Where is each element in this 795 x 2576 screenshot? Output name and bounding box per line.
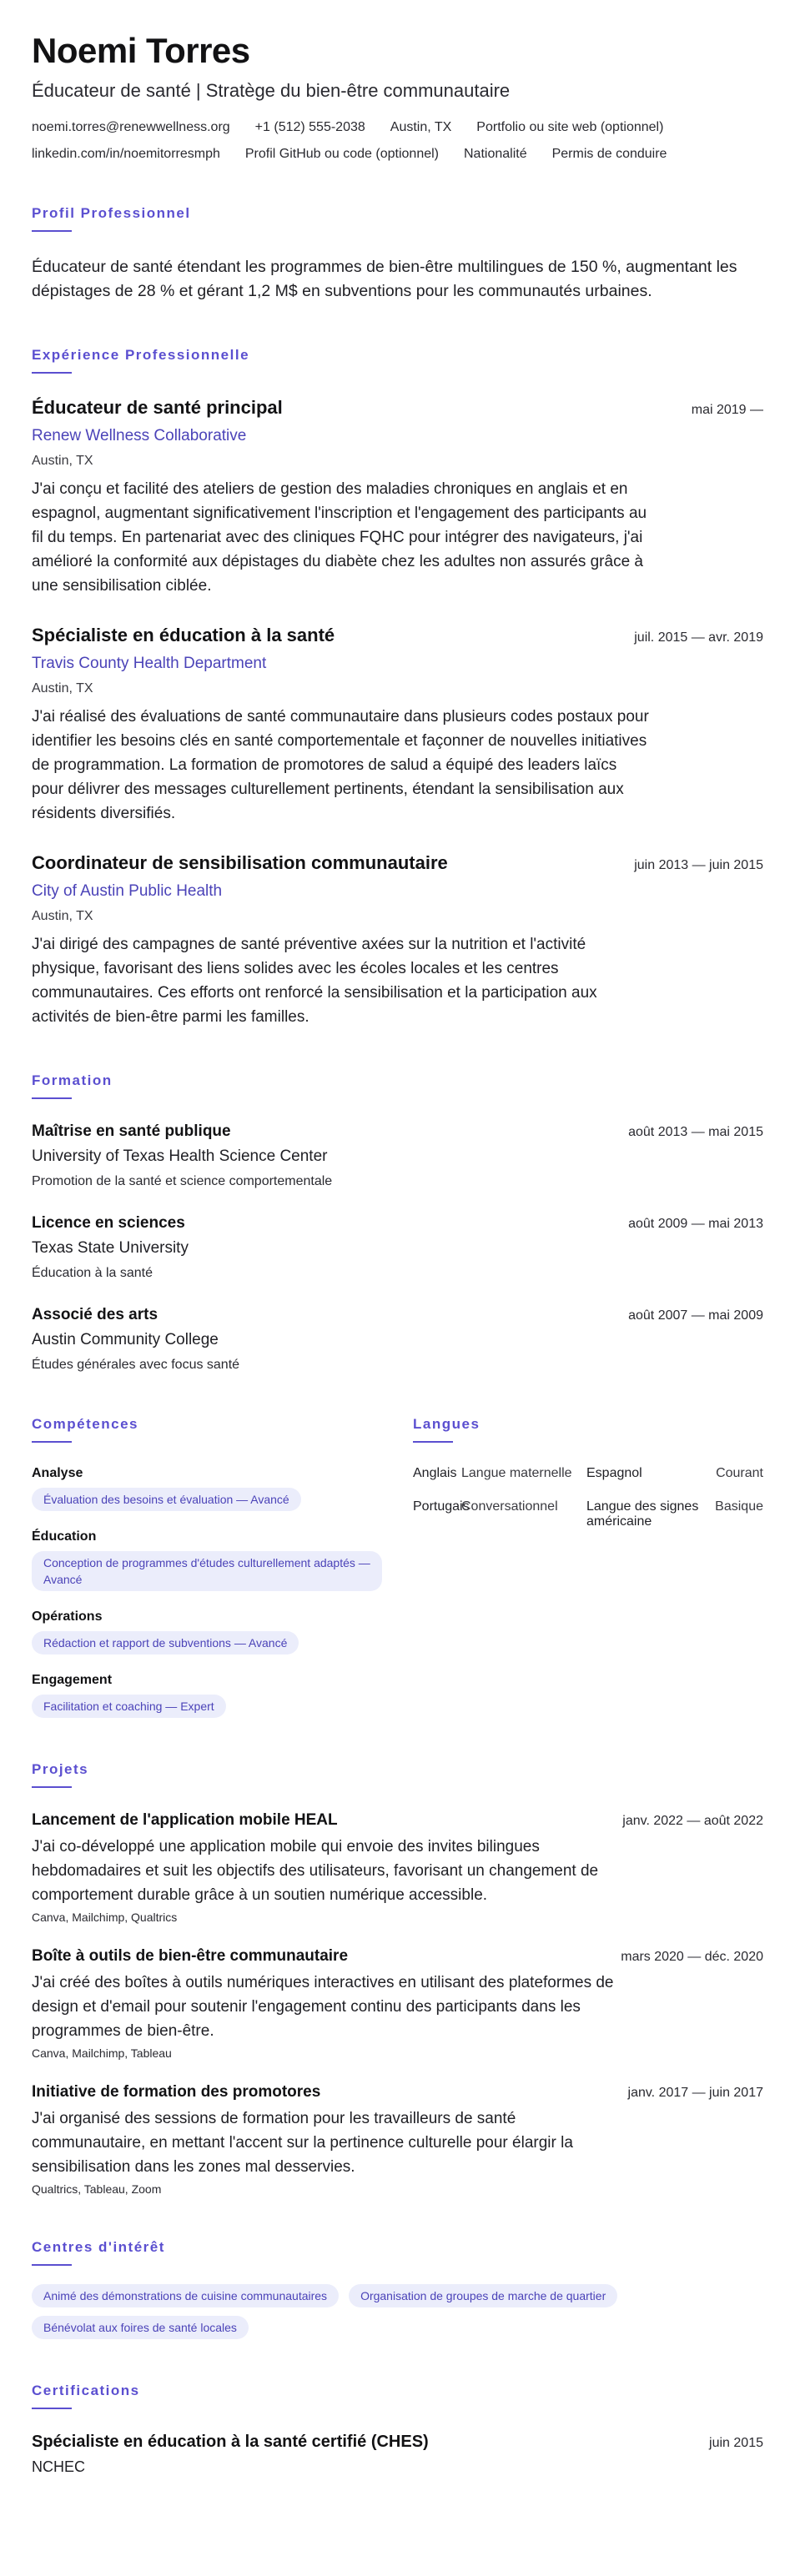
experience-entry (32, 625, 763, 826)
project-entry (32, 2083, 763, 2196)
contact-license: Permis de conduire (551, 147, 667, 162)
job-location: Austin, TX (32, 454, 93, 469)
certification-issuer: NCHEC (32, 2458, 86, 2476)
language-level: Conversationnel (461, 1499, 558, 1514)
degree-title: Maîtrise en santé publique (32, 1122, 231, 1141)
education-note: Promotion de la santé et science comportementale (32, 1174, 333, 1189)
section-title: Certifications (32, 2383, 140, 2399)
education-note: Éducation à la santé (32, 1266, 153, 1281)
job-description: J'ai réalisé des évaluations de santé communautaire dans plusieurs codes postaux pour identifier les besoins clés en santé comportementale et façonner de nouvelles initiatives de programmation. La formation de promotores de salud a équipé des leaders laïcs pour délivrer des messages culturellement pertinents, étendant la sensibilisation aux résidents diversifiés. (32, 708, 649, 823)
education-dates: août 2013 — mai 2015 (628, 1125, 763, 1140)
section-divider (32, 372, 72, 374)
contact-email[interactable]: noemi.torres@renewwellness.org (32, 120, 230, 135)
project-tools: Canva, Mailchimp, Tableau (32, 2046, 172, 2061)
section-title: Expérience Professionnelle (32, 347, 250, 364)
skill-category: Engagement (32, 1673, 113, 1688)
education-entry (32, 1306, 763, 1373)
section-title: Formation (32, 1072, 113, 1089)
section-divider (413, 1441, 453, 1443)
language-name: Espagnol (586, 1466, 642, 1481)
project-description: J'ai organisé des sessions de formation pour les travailleurs de santé communautaire, en mettant l'accent sur la pertinence culturelle pour élargir la sensibilisation dans les zones mal desservies. (32, 2110, 573, 2177)
project-tools: Qualtrics, Tableau, Zoom (32, 2182, 162, 2197)
language-level: Courant (716, 1466, 763, 1481)
profile-summary: Éducateur de santé étendant les programmes de bien-être multilingues de 150 %, augmentant les dépistages de 28 % et gérant 1,2 M$ en subventions pour les communautés urbaines. (32, 258, 737, 301)
certification-date: juin 2015 (709, 2436, 763, 2451)
employer-name: Renew Wellness Collaborative (32, 427, 247, 445)
project-dates: janv. 2022 — août 2022 (622, 1814, 763, 1829)
experience-entry (32, 852, 763, 1029)
skill-category: Éducation (32, 1529, 97, 1544)
job-dates: juin 2013 — juin 2015 (634, 858, 763, 873)
skills-languages-row (32, 1416, 763, 1718)
skill-chip: Évaluation des besoins et évaluation — Avancé (32, 1488, 301, 1511)
school-name: Texas State University (32, 1239, 189, 1258)
skill-category: Analyse (32, 1466, 83, 1481)
section-title: Profil Professionnel (32, 205, 191, 222)
section-divider (32, 1097, 72, 1099)
candidate-name: Noemi Torres (32, 31, 250, 70)
job-dates: mai 2019 — (691, 403, 763, 418)
education-dates: août 2007 — mai 2009 (628, 1308, 763, 1323)
education-entry (32, 1122, 763, 1189)
job-title: Éducateur de santé principal (32, 397, 283, 419)
certifications-section (32, 2383, 763, 2476)
language-name: Langue des signes américaine (586, 1499, 699, 1529)
job-location: Austin, TX (32, 681, 93, 696)
language-name: Portugais (413, 1499, 470, 1514)
project-tools: Canva, Mailchimp, Qualtrics (32, 1911, 178, 1925)
education-dates: août 2009 — mai 2013 (628, 1217, 763, 1232)
skill-group (32, 1529, 382, 1591)
section-divider (32, 2408, 72, 2409)
employer-name: Travis County Health Department (32, 655, 267, 673)
language-name: Anglais (413, 1466, 457, 1481)
language-level: Langue maternelle (461, 1466, 572, 1481)
skill-group (32, 1609, 382, 1655)
job-location: Austin, TX (32, 909, 93, 924)
education-entry (32, 1214, 763, 1281)
employer-name: City of Austin Public Health (32, 882, 223, 901)
skill-chip: Conception de programmes d'études culturellement adaptés — Avancé (32, 1551, 382, 1591)
project-description: J'ai créé des boîtes à outils numériques interactives en utilisant des plateformes de design et d'email pour soutenir l'engagement continu des participants dans les programmes de bien-être. (32, 1974, 614, 2041)
section-title: Compétences (32, 1416, 138, 1433)
experience-section (32, 347, 763, 1029)
skill-group (32, 1466, 382, 1511)
certification-name: Spécialiste en éducation à la santé certifié (CHES) (32, 2433, 429, 2452)
skills-section (32, 1416, 382, 1718)
skill-chip: Rédaction et rapport de subventions — Avancé (32, 1631, 299, 1655)
section-divider (32, 230, 72, 232)
project-description: J'ai co-développé une application mobile qui envoie des invites bilingues hebdomadaires et suit les objectifs des utilisateurs, favorisant un changement de comportement durable grâce à un soutien numérique accessible. (32, 1838, 599, 1905)
job-description: J'ai conçu et facilité des ateliers de gestion des maladies chroniques en anglais et en espagnol, augmentant significativement l'inscription et l'engagement des participants au fil du temps. En partenariat avec des cliniques FQHC pour intégrer des navigateurs, j'ai amélioré la conformité aux dépistages du diabète chez les adultes non assurés grâce à une sensibilisation ciblée. (32, 480, 647, 595)
section-title: Centres d'intérêt (32, 2239, 165, 2256)
skill-group (32, 1673, 382, 1718)
school-name: University of Texas Health Science Center (32, 1147, 328, 1166)
skill-category: Opérations (32, 1609, 103, 1624)
project-dates: janv. 2017 — juin 2017 (627, 2086, 763, 2101)
candidate-headline: Éducateur de santé | Stratège du bien-être communautaire (32, 80, 511, 102)
language-level: Basique (715, 1499, 763, 1514)
section-divider (32, 1441, 72, 1443)
section-divider (32, 2264, 72, 2266)
section-divider (32, 1786, 72, 1788)
project-entry (32, 1947, 763, 2060)
interest-chip: Bénévolat aux foires de santé locales (32, 2316, 249, 2339)
contact-github[interactable]: Profil GitHub ou code (optionnel) (244, 147, 439, 162)
interests-section (32, 2239, 763, 2339)
job-title: Coordinateur de sensibilisation communautaire (32, 852, 448, 874)
job-title: Spécialiste en éducation à la santé (32, 625, 335, 646)
skill-chip: Facilitation et coaching — Expert (32, 1695, 226, 1718)
section-title: Projets (32, 1761, 89, 1778)
interest-chip: Organisation de groupes de marche de quartier (349, 2284, 617, 2307)
contact-list (32, 120, 749, 162)
contact-nationality: Nationalité (464, 147, 527, 162)
projects-section (32, 1761, 763, 2196)
certification-entry (32, 2433, 763, 2476)
profile-section (32, 205, 763, 304)
project-name: Initiative de formation des promotores (32, 2083, 321, 2101)
contact-linkedin[interactable]: linkedin.com/in/noemitorresmph (32, 147, 220, 162)
project-name: Lancement de l'application mobile HEAL (32, 1811, 338, 1830)
project-dates: mars 2020 — déc. 2020 (621, 1950, 763, 1965)
school-name: Austin Community College (32, 1331, 219, 1349)
experience-entry (32, 397, 763, 598)
project-name: Boîte à outils de bien-être communautaire (32, 1947, 349, 1966)
interest-chip: Animé des démonstrations de cuisine communautaires (32, 2284, 339, 2307)
education-section (32, 1072, 763, 1373)
project-entry (32, 1811, 763, 1924)
contact-portfolio[interactable]: Portfolio ou site web (optionnel) (476, 120, 664, 135)
section-title: Langues (413, 1416, 481, 1433)
degree-title: Associé des arts (32, 1306, 158, 1324)
contact-phone[interactable]: +1 (512) 555-2038 (254, 120, 365, 135)
degree-title: Licence en sciences (32, 1214, 185, 1233)
resume-header (32, 32, 763, 162)
contact-location: Austin, TX (390, 120, 452, 135)
education-note: Études générales avec focus santé (32, 1358, 240, 1373)
job-dates: juil. 2015 — avr. 2019 (634, 630, 763, 645)
interest-chips (32, 2284, 749, 2339)
job-description: J'ai dirigé des campagnes de santé préventive axées sur la nutrition et l'activité physique, favorisant des liens solides avec les écoles locales et les centres communautaires. Ces efforts ont renforcé la sensibilisation et la participation aux activités de bien-être parmi les familles. (32, 936, 597, 1027)
languages-table (413, 1466, 763, 1529)
languages-section (413, 1416, 763, 1718)
